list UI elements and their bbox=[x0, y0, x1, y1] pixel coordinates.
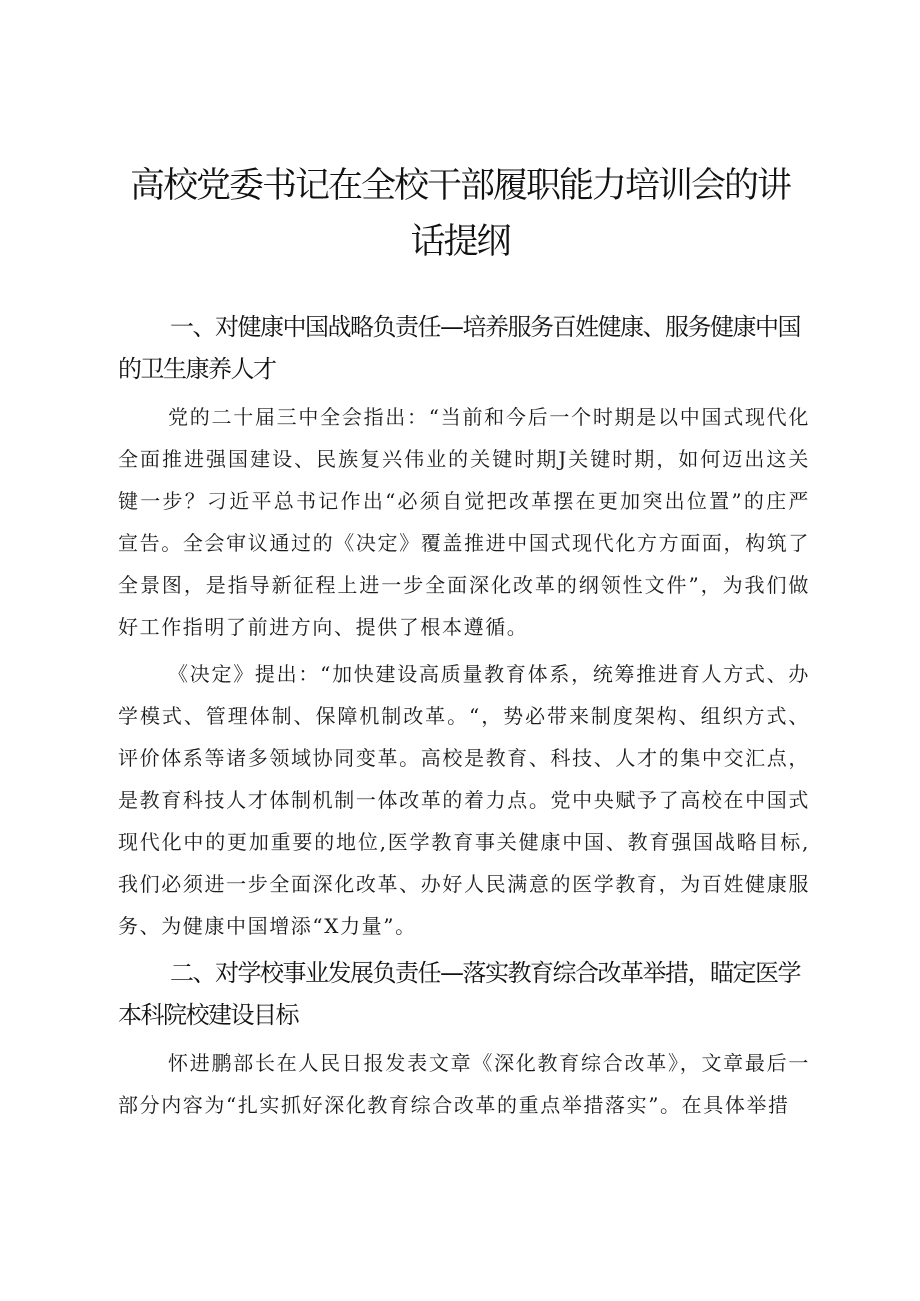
document-body bbox=[118, 306, 810, 1131]
section-heading: 二、对学校事业发展负责任—落实教育综合改革举措，瞄定医学本科院校建设目标 bbox=[118, 959, 800, 1029]
body-paragraph: 党的二十届三中全会指出：“当前和今后一个时期是以中国式现代化全面推进强国建设、民族复兴伟业的关键时期J关键时期，如何迈出这关键一步？刁近平总书记作出“必须自觉把改革摆在更加突出位置”的庄严宣告。全会审议通过的《决定》覆盖推进中国式现代化方方面面，构筑了全景图，是指导新征程上进一步全面深化改革的纲领性文件”，为我们做好工作指明了前进方向、提供了根本遵循。 bbox=[118, 405, 810, 639]
section-heading: 一、对健康中国战略负责任—培养服务百姓健康、服务健康中国的卫生康养人才 bbox=[118, 313, 800, 383]
body-paragraph: 《决定》提出：“加快建设高质量教育体系，统筹推进育人方式、办学模式、管理体制、保障机制改革。“，势必带来制度架构、组织方式、评价体系等诸多领域协同变革。高校是教育、科技、人才的集中交汇点，是教育科技人才体制机制一体改革的着力点。党中央赋予了高校在中国式现代化中的更加重要的地位,医学教育事关健康中国、教育强国战略目标,我们必须进一步全面深化改革、办好人民满意的医学教育，为百姓健康服务、为健康中国增添“X力量”。 bbox=[118, 662, 810, 938]
section-1 bbox=[118, 306, 810, 947]
body-paragraph: 怀进鹏部长在人民日报发表文章《深化教育综合改革》，文章最后一部分内容为“扎实抓好深化教育综合改革的重点举措落实”。在具体举措 bbox=[118, 1051, 810, 1117]
document-title: 高校党委书记在全校干部履职能力培训会的讲话提纲 bbox=[129, 166, 790, 262]
section-2 bbox=[118, 952, 810, 1126]
